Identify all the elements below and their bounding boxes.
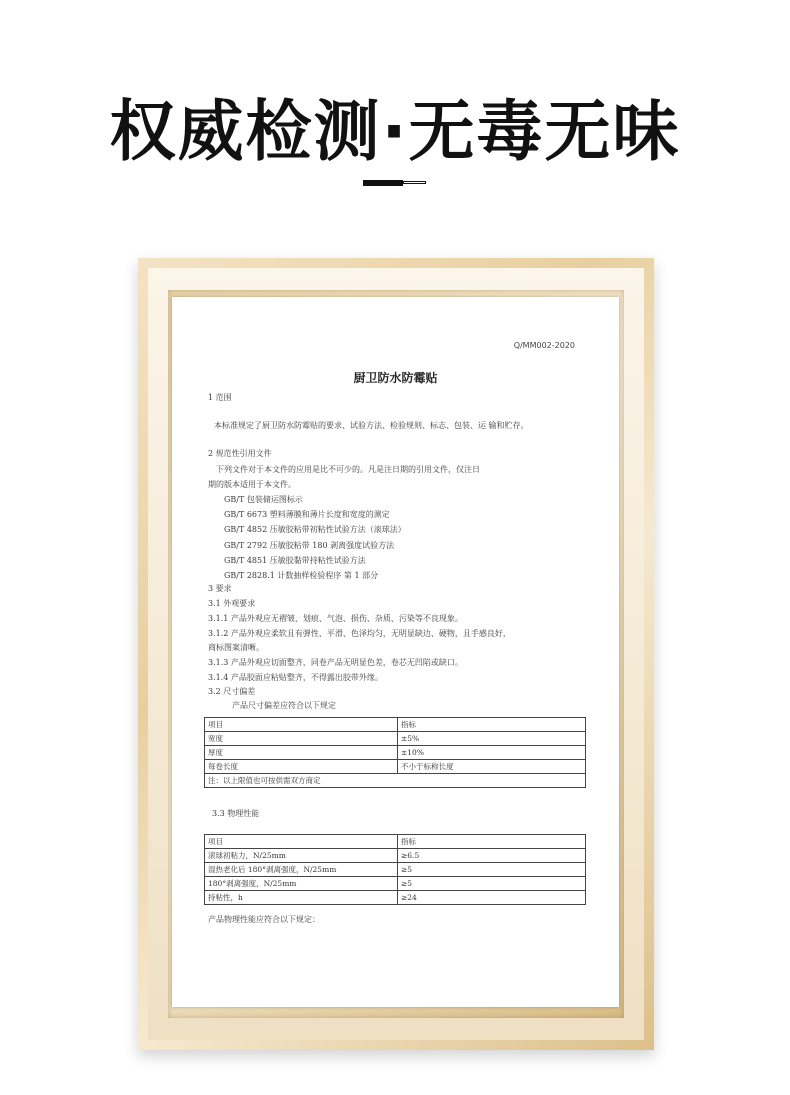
dimension-table	[204, 717, 586, 788]
reference-item: GB/T 2828.1 计数抽样检验程序 第 1 部分	[224, 571, 379, 580]
table-cell: ≥24	[398, 891, 586, 905]
table-row	[205, 877, 586, 891]
table-cell: 湿热老化后 180°剥离强度，N/25mm	[205, 863, 398, 877]
table-cell: 项目	[205, 835, 398, 849]
reference-item: GB/T 6673 塑料薄膜和薄片长度和宽度的测定	[224, 510, 390, 519]
table-row	[205, 746, 586, 760]
document-code: Q/MM002-2020	[513, 341, 575, 350]
section-heading: 3 要求	[208, 584, 232, 593]
divider-thin-bar	[403, 181, 426, 184]
table-cell: 滚球初粘力，N/25mm	[205, 849, 398, 863]
table-cell: ±5%	[398, 732, 586, 746]
subsection-heading: 3.3 物理性能	[212, 809, 260, 818]
table-cell: 宽度	[205, 732, 398, 746]
paragraph: 产品尺寸偏差应符合以下规定	[232, 701, 336, 710]
reference-item: GB/T 4852 压敏胶粘带初粘性试验方法（滚球法）	[224, 525, 406, 534]
table-cell: ≥6.5	[398, 849, 586, 863]
table-cell: 每卷长度	[205, 760, 398, 774]
subsection-heading: 3.2 尺寸偏差	[208, 687, 256, 696]
page-headline: 权威检测·无毒无味	[109, 93, 681, 170]
physical-properties-table	[204, 834, 586, 905]
table-cell: ≥5	[398, 863, 586, 877]
table-row	[205, 863, 586, 877]
clause: 3.1.3 产品外观应切面整齐，同卷产品无明显色差，卷芯无凹陷或缺口。	[208, 658, 463, 667]
clause: 3.1.4 产品胶面应粘贴整齐，不得露出胶带外缘。	[208, 673, 383, 682]
table-cell: 不小于标称长度	[398, 760, 586, 774]
reference-item: GB/T 包装储运图标示	[224, 495, 303, 504]
paragraph: 期的版本适用于本文件。	[208, 480, 296, 489]
table-cell: ±10%	[398, 746, 586, 760]
table-note-row	[205, 774, 586, 788]
table-header-row	[205, 718, 586, 732]
section-heading: 1 范围	[208, 393, 232, 402]
paragraph: 本标准规定了厨卫防水防霉贴的要求、试验方法、检验规则、标志、包装、运 输和贮存。	[214, 421, 529, 430]
table-cell: 项目	[205, 718, 398, 732]
section-heading: 2 规范性引用文件	[208, 449, 272, 458]
standard-document	[172, 297, 619, 1007]
table-row	[205, 891, 586, 905]
table-note: 注：以上限值也可按供需双方商定	[205, 774, 586, 788]
decorative-divider	[363, 180, 426, 186]
table-cell: 持粘性，h	[205, 891, 398, 905]
table-row	[205, 732, 586, 746]
table-row	[205, 760, 586, 774]
clause: 商标图案清晰。	[208, 643, 264, 652]
divider-thick-bar	[363, 180, 403, 186]
paragraph: 下列文件对于本文件的应用是比不可少的。凡是注日期的引用文件，仅注日	[216, 465, 480, 474]
reference-item: GB/T 2792 压敏胶粘带 180 剥离强度试验方法	[224, 541, 395, 550]
reference-item: GB/T 4851 压敏胶黏带持粘性试验方法	[224, 556, 366, 565]
table-cell: ≥5	[398, 877, 586, 891]
table-cell: 指标	[398, 718, 586, 732]
document-title: 厨卫防水防霉贴	[353, 371, 438, 385]
table-header-row	[205, 835, 586, 849]
clause: 3.1.2 产品外观应柔软且有弹性、平滑、色泽均匀，无明显缺边、硬物，且手感良好，	[208, 629, 511, 638]
subsection-heading: 3.1 外观要求	[208, 599, 256, 608]
table-cell: 180°剥离强度，N/25mm	[205, 877, 398, 891]
paragraph: 产品物理性能应符合以下规定：	[208, 915, 320, 924]
table-cell: 指标	[398, 835, 586, 849]
table-row	[205, 849, 586, 863]
clause: 3.1.1 产品外观应无褶皱、划痕、气泡、损伤、杂质、污染等不良现象。	[208, 614, 463, 623]
table-cell: 厚度	[205, 746, 398, 760]
